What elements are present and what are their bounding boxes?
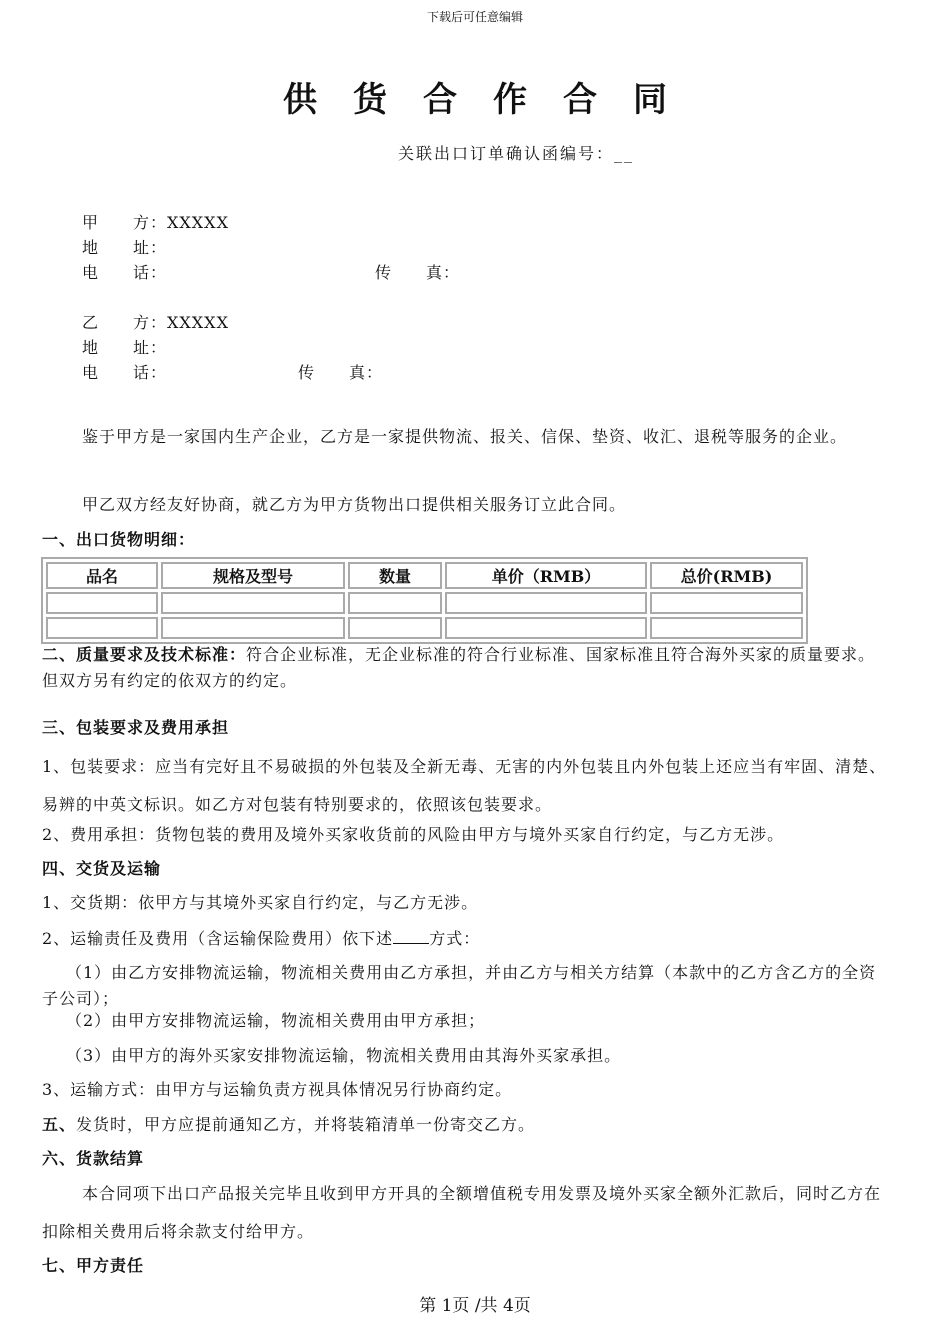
section-2-title: 二、质量要求及技术标准： [42,645,247,664]
column-header: 品名 [46,562,158,589]
table-cell [161,617,345,639]
transport-option-3: （3）由甲方的海外买家安排物流运输，物流相关费用由其海外买家承担。 [66,1046,622,1065]
page-number: 第 1页 /共 4页 [419,1296,531,1316]
table-cell [650,592,803,614]
section-5-paragraph [42,1112,535,1135]
section-6-text: 本合同项下出口产品报关完毕且收到甲方开具的全额增值税专用发票及境外买家全额外汇款后，同时乙方在扣除相关费用后将余款支付给甲方。 [42,1184,882,1241]
section-4-item-2 [42,926,480,949]
table-cell [445,592,647,614]
section-4-item-2-text: 2、运输责任及费用（含运输保险费用）依下述 [42,929,394,948]
intro-paragraph-1: 鉴于甲方是一家国内生产企业，乙方是一家提供物流、报关、信保、垫资、收汇、退税等服务的企业。 [82,427,848,446]
intro-paragraph-2: 甲乙双方经友好协商，就乙方为甲方货物出口提供相关服务订立此合同。 [82,495,627,514]
section-3-title: 三、包装要求及费用承担 [42,718,230,737]
party-b-fax: 传 真： [298,363,384,382]
party-a-name: 甲 方：XXXXX [82,213,229,232]
goods-table [41,557,808,644]
page-header-note: 下载后可任意编辑 [426,10,523,24]
party-a-address: 地 址： [82,238,168,257]
section-2-text: 符合企业标准，无企业标准的符合行业标准、国家标准且符合海外买家的质量要求。但双方另有约定的依双方的约定。 [42,645,876,690]
table-cell [650,617,803,639]
table-cell [445,617,647,639]
order-reference-number: 关联出口订单确认函编号：__ [398,144,635,163]
party-a-phone: 电 话： [82,263,168,282]
table-header-row [46,562,803,589]
table-cell [46,592,158,614]
contract-title: 供货合作合同 [283,80,703,120]
table-row [46,617,803,639]
party-b-phone: 电 话： [82,363,168,382]
section-1-title: 一、出口货物明细： [42,530,196,549]
section-7-title: 七、甲方责任 [42,1256,145,1275]
section-3-item-1: 1、包装要求：应当有完好且不易破损的外包装及全新无毒、无害的内外包装且内外包装上还应当有牢固、清楚、易辨的中英文标识。如乙方对包装有特别要求的，依照该包装要求。 [42,757,887,814]
column-header: 规格及型号 [161,562,345,589]
table-cell [161,592,345,614]
fill-in-blank [393,931,429,944]
section-3-item-2: 2、费用承担：货物包装的费用及境外买家收货前的风险由甲方与境外买家自行约定，与乙方无涉。 [42,825,785,844]
section-4-title: 四、交货及运输 [42,859,162,878]
section-4-item-3: 3、运输方式：由甲方与运输负责方视具体情况另行协商约定。 [42,1080,513,1099]
party-b-name: 乙 方：XXXXX [82,313,229,332]
column-header: 数量 [348,562,442,589]
party-b-address: 地 址： [82,338,168,357]
section-4-item-2-suffix: 方式： [429,929,481,948]
transport-option-1: （1）由乙方安排物流运输，物流相关费用由乙方承担，并由乙方与相关方结算（本款中的乙方含乙方的全资子公司）； [42,963,877,1008]
party-a-fax: 传 真： [375,263,461,282]
table-cell [46,617,158,639]
section-6-title: 六、货款结算 [42,1149,145,1168]
section-5-text: 发货时，甲方应提前通知乙方，并将装箱清单一份寄交乙方。 [76,1115,536,1134]
section-4-item-1: 1、交货期：依甲方与其境外买家自行约定，与乙方无涉。 [42,893,479,912]
section-5-number: 五、 [42,1115,77,1134]
column-header: 总价(RMB) [650,562,803,589]
section-2-paragraph [42,642,892,694]
table-row [46,592,803,614]
column-header: 单价（RMB） [445,562,647,589]
transport-option-2: （2）由甲方安排物流运输，物流相关费用由甲方承担； [66,1011,486,1030]
table-cell [348,592,442,614]
table-cell [348,617,442,639]
